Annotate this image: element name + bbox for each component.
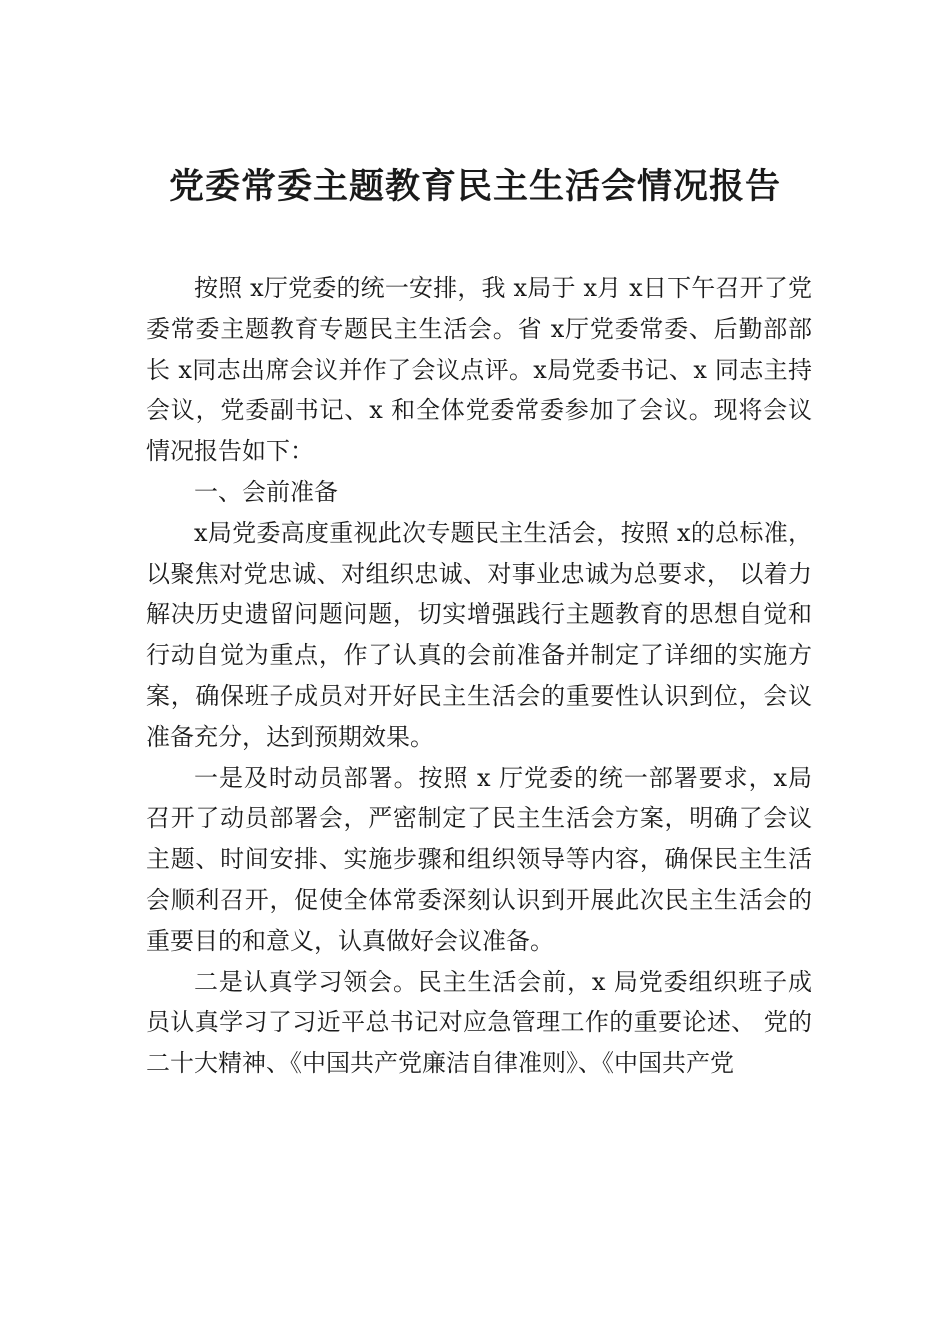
document-body	[146, 268, 812, 1084]
section-heading-preparation: 一、会前准备	[194, 477, 338, 506]
paragraph-mobilization: 一是及时动员部署。按照 x 厅党委的统一部署要求，x局召开了动员部署会，严密制定了民主生活会方案，明确了会议主题、时间安排、实施步骤和组织领导等内容，确保民主生活会顺利召开，促使全体常委深刻认识到开展此次民主生活会的重要目的和意义，认真做好会议准备。	[146, 763, 812, 955]
paragraph-study: 二是认真学习领会。民主生活会前，x 局党委组织班子成员认真学习了习近平总书记对应急管理工作的重要论述、 党的二十大精神、《中国共产党廉洁自律准则》、《中国共产党	[146, 967, 812, 1078]
paragraph-intro: 按照 x厅党委的统一安排，我 x局于 x月 x日下午召开了党委常委主题教育专题民主生活会。省 x厅党委常委、后勤部部长 x同志出席会议并作了会议点评。x局党委书记、x 同志主持会议，党委副书记、x 和全体党委常委参加了会议。现将会议情况报告如下：	[146, 274, 812, 466]
paragraph-preparation: x局党委高度重视此次专题民主生活会，按照 x的总标准，以聚焦对党忠诚、对组织忠诚、对事业忠诚为总要求， 以着力解决历史遗留问题问题，切实增强践行主题教育的思想自觉和行动自觉为重点，作了认真的会前准备并制定了详细的实施方案，确保班子成员对开好民主生活会的重要性认识到位，会议准备充分，达到预期效果。	[146, 518, 812, 751]
document-title: 党委常委主题教育民主生活会情况报告	[168, 166, 781, 207]
